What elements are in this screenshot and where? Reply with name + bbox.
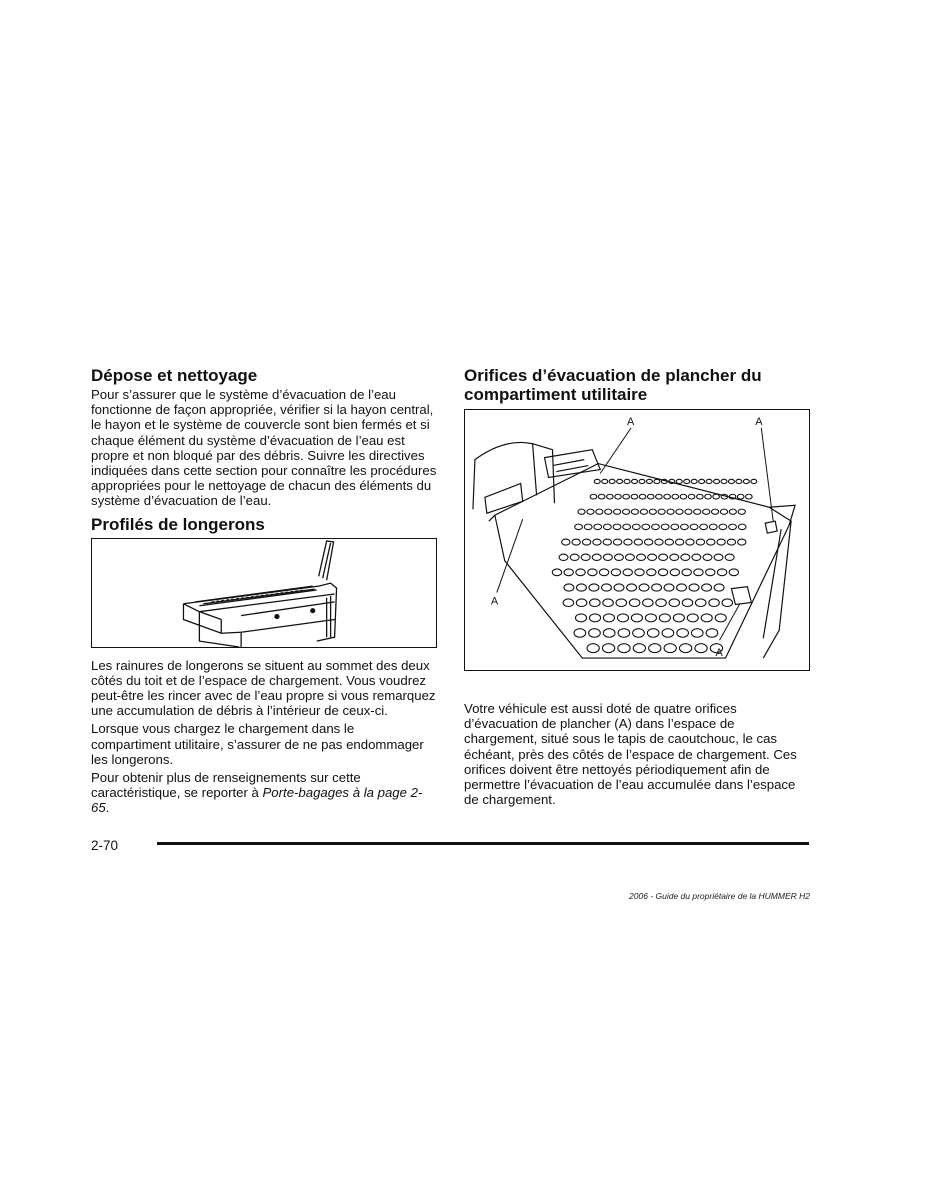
mat-hole — [613, 524, 621, 530]
mat-hole — [563, 599, 574, 607]
mat-hole — [618, 644, 630, 653]
mat-hole — [690, 524, 698, 530]
mat-hole — [659, 554, 668, 560]
mat-hole — [659, 614, 670, 622]
mat-hole — [602, 644, 614, 653]
mat-hole — [629, 599, 640, 607]
mat-hole — [715, 614, 726, 622]
mat-hole — [613, 539, 621, 545]
mat-hole — [624, 539, 632, 545]
mat-hole — [647, 629, 659, 638]
mat-hole — [614, 584, 624, 591]
mat-hole — [603, 539, 611, 545]
mat-hole — [588, 569, 597, 576]
mat-hole — [575, 614, 586, 622]
mat-hole — [673, 614, 684, 622]
roof-rail-illustration — [91, 538, 437, 648]
mat-hole — [664, 584, 674, 591]
mat-hole — [684, 479, 690, 483]
mat-hole — [705, 494, 712, 499]
mat-hole — [662, 629, 674, 638]
mat-hole — [717, 569, 726, 576]
mat-hole — [679, 644, 691, 653]
mat-hole — [611, 569, 620, 576]
mat-hole — [572, 539, 580, 545]
mat-hole — [719, 524, 727, 530]
mat-hole — [632, 479, 638, 483]
mat-hole — [656, 494, 663, 499]
mat-hole — [623, 494, 630, 499]
mat-hole — [635, 569, 644, 576]
reference-suffix: . — [105, 800, 110, 816]
mat-hole — [729, 569, 738, 576]
mat-hole — [703, 554, 712, 560]
mat-hole — [696, 539, 704, 545]
mat-hole — [633, 644, 645, 653]
mat-hole — [639, 494, 646, 499]
mat-hole — [589, 629, 601, 638]
mat-hole — [688, 494, 695, 499]
mat-hole — [602, 584, 612, 591]
mat-hole — [743, 479, 749, 483]
callout-a-top-right: A — [755, 415, 763, 428]
mat-hole — [614, 509, 621, 514]
mat-hole — [631, 494, 638, 499]
mat-hole — [623, 569, 632, 576]
mat-hole — [599, 569, 608, 576]
mat-hole — [552, 569, 561, 576]
mat-hole — [691, 629, 703, 638]
mat-hole — [587, 509, 594, 514]
mat-hole — [738, 524, 746, 530]
mat-hole — [685, 509, 692, 514]
mat-hole — [593, 539, 601, 545]
cargo-floor-drain-illustration — [464, 409, 810, 671]
mat-hole — [645, 614, 656, 622]
roof-rail-reference-paragraph — [91, 770, 437, 816]
mat-hole — [677, 629, 689, 638]
mat-hole — [706, 629, 718, 638]
mat-hole — [648, 554, 657, 560]
mat-hole — [711, 509, 718, 514]
mat-hole — [584, 524, 592, 530]
mat-hole — [616, 599, 627, 607]
callout-a-left: A — [490, 595, 499, 608]
mat-hole — [664, 644, 676, 653]
mat-hole — [738, 509, 745, 514]
mat-hole — [680, 494, 687, 499]
mat-hole — [654, 479, 660, 483]
section-heading-floor-drains: Orifices d’évacuation de plancher du compartiment utilitaire — [464, 366, 762, 404]
mat-hole — [714, 584, 724, 591]
mat-hole — [603, 629, 615, 638]
mat-hole — [665, 539, 673, 545]
mat-hole — [640, 509, 647, 514]
mat-hole — [587, 644, 599, 653]
mat-hole — [592, 554, 601, 560]
right-column — [464, 366, 810, 810]
mat-hole — [602, 479, 608, 483]
mat-hole — [695, 644, 707, 653]
mat-hole — [603, 554, 612, 560]
mat-hole — [729, 509, 736, 514]
mat-hole — [658, 569, 667, 576]
mat-hole — [669, 599, 680, 607]
cargo-floor-drawing — [465, 410, 809, 670]
mat-hole — [609, 479, 615, 483]
mat-hole — [647, 569, 656, 576]
mat-hole — [562, 539, 570, 545]
mat-hole — [702, 584, 712, 591]
mat-hole — [751, 479, 757, 483]
mat-hole — [623, 524, 631, 530]
mat-hole — [576, 599, 587, 607]
mat-hole — [681, 524, 689, 530]
mat-hole — [667, 509, 674, 514]
mat-hole — [728, 479, 734, 483]
mat-hole — [559, 554, 568, 560]
mat-hole — [576, 584, 586, 591]
roof-rail-caution-paragraph: Lorsque vous chargez le chargement dans le compartiment utilitaire, s’assurer de ne pas endommager les longerons. — [91, 721, 424, 767]
mat-hole — [617, 614, 628, 622]
mat-hole — [614, 554, 623, 560]
mat-hole — [677, 584, 687, 591]
mat-hole — [707, 539, 715, 545]
mat-hole — [700, 524, 708, 530]
mat-hole — [622, 509, 629, 514]
mat-hole — [637, 554, 646, 560]
mat-hole — [647, 494, 654, 499]
mat-hole — [722, 599, 733, 607]
mat-hole — [627, 584, 637, 591]
mat-hole — [682, 599, 693, 607]
mat-hole — [615, 494, 622, 499]
mat-hole — [706, 479, 712, 483]
mat-hole — [603, 524, 611, 530]
mat-hole — [633, 629, 645, 638]
mat-hole — [695, 599, 706, 607]
mat-hole — [661, 524, 669, 530]
mat-hole — [689, 584, 699, 591]
mat-hole — [655, 539, 663, 545]
mat-hole — [737, 494, 744, 499]
mat-hole — [646, 479, 652, 483]
mat-hole — [658, 509, 665, 514]
mat-hole — [676, 509, 683, 514]
mat-hole — [594, 524, 602, 530]
mat-hole — [564, 569, 573, 576]
removal-cleaning-paragraph: Pour s’assurer que le système d’évacuation de l’eau fonctionne de façon appropriée, vérifier si la hayon central, le hayon et le système de couvercle sont bien fermés et si chaque élément du système d’évacuation de l’eau est propre et non bloqué par des débris. Suivre les directives indiquées dans cette section pour connaître les procédures appropriées pour le nettoyage de chacun des éléments du système d’évacuation de l’eau. — [91, 387, 437, 509]
mat-hole — [589, 584, 599, 591]
mat-hole — [639, 584, 649, 591]
mat-hole — [720, 509, 727, 514]
mat-hole — [691, 479, 697, 483]
mat-hole — [625, 554, 634, 560]
mat-hole — [590, 494, 597, 499]
mat-hole — [729, 524, 737, 530]
mat-hole — [701, 614, 712, 622]
mat-hole — [746, 494, 753, 499]
mat-hole — [634, 539, 642, 545]
mat-hole — [714, 479, 720, 483]
mat-hole — [671, 524, 679, 530]
page-number: 2-70 — [91, 838, 119, 853]
mat-hole — [582, 539, 590, 545]
floor-drain-paragraph: Votre véhicule est aussi doté de quatre orifices d’évacuation de plancher (A) dans l’espace de chargement, situé sous le tapis de caoutchouc, le cas échéant, près des côtés de l’espace de chargement. Ces orifices doivent être nettoyés périodiquement afin de permettre l’évacuation de l’eau accumulée dans l’espace de chargement. — [464, 701, 797, 808]
mat-hole — [699, 479, 705, 483]
mat-hole — [598, 494, 605, 499]
mat-hole — [682, 569, 691, 576]
mat-hole — [603, 614, 614, 622]
mat-hole — [664, 494, 671, 499]
section-heading-removal-cleaning: Dépose et nettoyage — [91, 366, 258, 385]
footer-title: 2006 - Guide du propriétaire de la HUMMER H2 — [629, 891, 810, 901]
mat-hole — [649, 509, 656, 514]
mat-hole — [736, 479, 742, 483]
mat-hole — [713, 494, 720, 499]
mat-hole — [589, 614, 600, 622]
rubber-mat-pattern — [552, 479, 757, 652]
footer-rule — [157, 842, 809, 845]
roof-rack-reference-link[interactable]: Porte-bagages à la page 2-65 — [91, 785, 423, 816]
mat-hole — [686, 539, 694, 545]
section-heading-roof-rails: Profilés de longerons — [91, 514, 265, 534]
mat-hole — [590, 599, 601, 607]
mat-hole — [624, 479, 630, 483]
mat-hole — [642, 524, 650, 530]
mat-hole — [675, 539, 683, 545]
mat-hole — [717, 539, 725, 545]
mat-hole — [570, 554, 579, 560]
mat-hole — [574, 629, 586, 638]
mat-hole — [725, 554, 734, 560]
mat-hole — [694, 509, 701, 514]
mat-hole — [639, 479, 645, 483]
mat-hole — [714, 554, 723, 560]
mat-hole — [564, 584, 574, 591]
mat-hole — [703, 509, 710, 514]
mat-hole — [738, 539, 746, 545]
left-column — [91, 366, 437, 819]
mat-hole — [694, 569, 703, 576]
mat-hole — [644, 539, 652, 545]
mat-hole — [643, 599, 654, 607]
mat-hole — [632, 524, 640, 530]
mat-hole — [581, 554, 590, 560]
mat-hole — [706, 569, 715, 576]
mat-hole — [672, 494, 679, 499]
mat-hole — [721, 479, 727, 483]
mat-hole — [652, 584, 662, 591]
mat-hole — [697, 494, 704, 499]
callout-a-top-left: A — [627, 415, 635, 428]
mat-hole — [617, 479, 623, 483]
mat-hole — [709, 599, 720, 607]
mat-hole — [607, 494, 614, 499]
mat-hole — [656, 599, 667, 607]
mat-hole — [681, 554, 690, 560]
mat-hole — [670, 569, 679, 576]
mat-hole — [596, 509, 603, 514]
mat-hole — [578, 509, 585, 514]
mat-hole — [727, 539, 735, 545]
roof-rail-location-paragraph: Les rainures de longerons se situent au sommet des deux côtés du toit et de l’espace de chargement. Vous voudrez peut-être les rincer avec de l’eau propre si vous remarquez une accumulation de débris à l’intérieur de ceux-ci. — [91, 657, 436, 719]
mat-hole — [631, 614, 642, 622]
mat-hole — [649, 644, 661, 653]
roof-rail-drawing — [92, 539, 436, 647]
reference-prefix: Pour obtenir plus de renseignements sur cette caractéristique, se reporter à — [91, 770, 361, 801]
mat-hole — [676, 479, 682, 483]
mat-hole — [594, 479, 600, 483]
mat-hole — [603, 599, 614, 607]
mat-hole — [709, 524, 717, 530]
mat-hole — [687, 614, 698, 622]
mat-hole — [575, 524, 583, 530]
callout-a-bottom: A — [715, 647, 723, 660]
mat-hole — [605, 509, 612, 514]
mat-hole — [631, 509, 638, 514]
mat-hole — [670, 554, 679, 560]
mat-hole — [652, 524, 660, 530]
mat-hole — [618, 629, 630, 638]
mat-hole — [692, 554, 701, 560]
mat-hole — [576, 569, 585, 576]
